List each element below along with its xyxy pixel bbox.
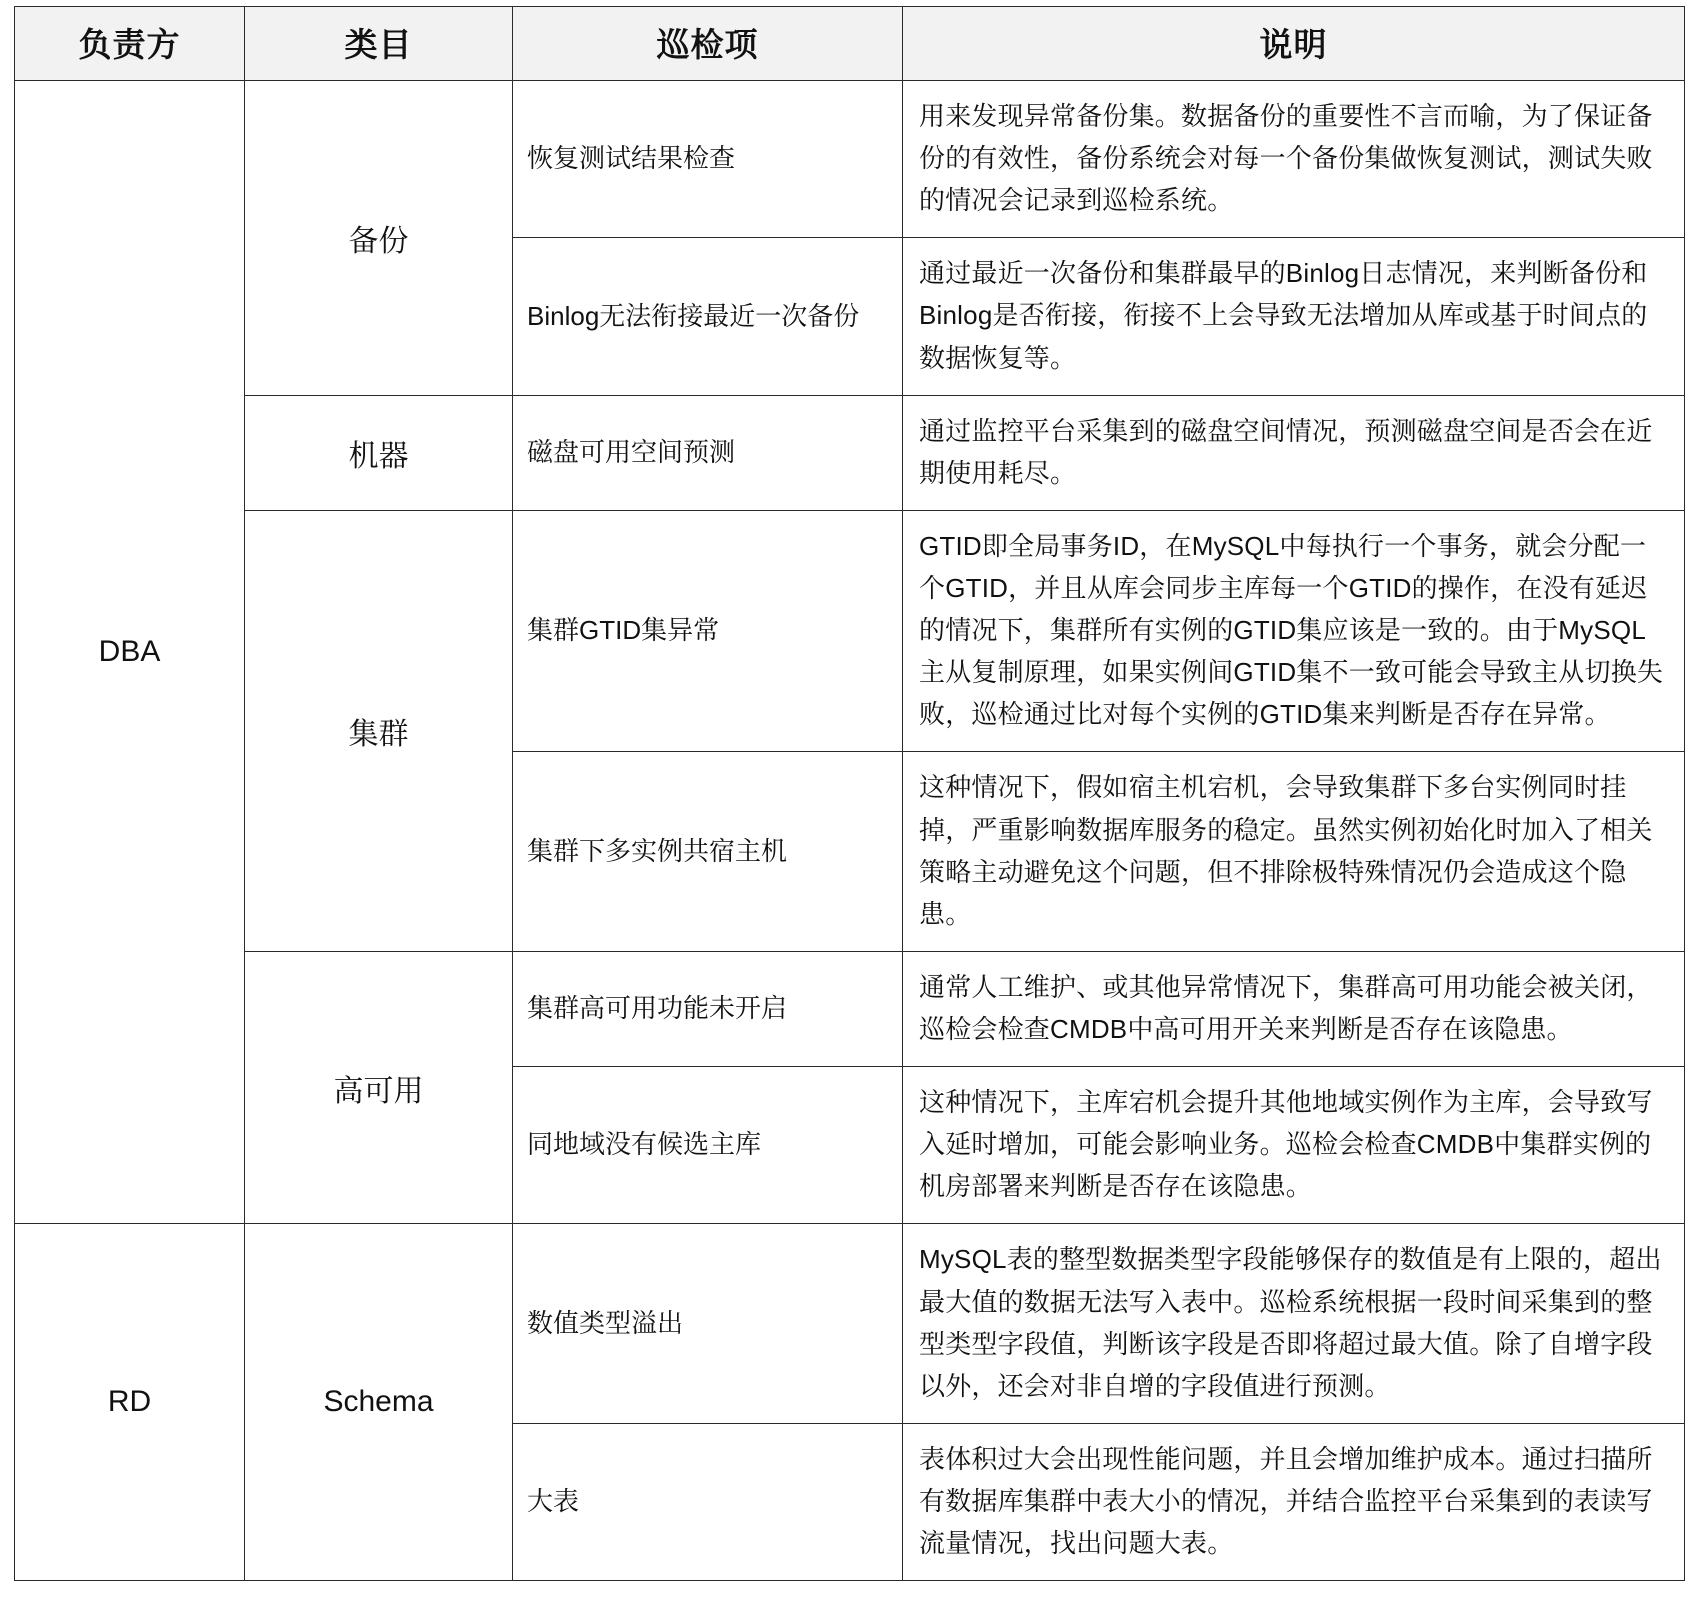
category-cell-backup: 备份: [245, 81, 513, 396]
description-cell: 用来发现异常备份集。数据备份的重要性不言而喻，为了保证备份的有效性，备份系统会对每一个备份集做恢复测试，测试失败的情况会记录到巡检系统。: [903, 81, 1685, 238]
inspection-item-cell: 集群GTID集异常: [513, 510, 903, 752]
inspection-item-cell: 同地域没有候选主库: [513, 1067, 903, 1224]
description-cell: 表体积过大会出现性能问题，并且会增加维护成本。通过扫描所有数据库集群中表大小的情况，并结合监控平台采集到的表读写流量情况，找出问题大表。: [903, 1423, 1685, 1580]
inspection-item-cell: 集群高可用功能未开启: [513, 951, 903, 1066]
inspection-item-cell: 大表: [513, 1423, 903, 1580]
description-cell: 这种情况下，假如宿主机宕机，会导致集群下多台实例同时挂掉，严重影响数据库服务的稳定。虽然实例初始化时加入了相关策略主动避免这个问题，但不排除极特殊情况仍会造成这个隐患。: [903, 752, 1685, 951]
table-row: [15, 510, 1685, 752]
category-cell-high-availability: 高可用: [245, 951, 513, 1224]
category-cell-schema: Schema: [245, 1224, 513, 1581]
table-header-row: [15, 7, 1685, 81]
column-header-owner: 负责方: [15, 7, 245, 81]
description-cell: 通常人工维护、或其他异常情况下，集群高可用功能会被关闭，巡检会检查CMDB中高可用开关来判断是否存在该隐患。: [903, 951, 1685, 1066]
owner-cell-dba: DBA: [15, 81, 245, 1224]
table-row: [15, 951, 1685, 1066]
description-cell: GTID即全局事务ID，在MySQL中每执行一个事务，就会分配一个GTID，并且从库会同步主库每一个GTID的操作，在没有延迟的情况下，集群所有实例的GTID集应该是一致的。由于MySQL主从复制原理，如果实例间GTID集不一致可能会导致主从切换失败，巡检通过比对每个实例的GTID集来判断是否存在异常。: [903, 510, 1685, 752]
description-cell: 通过监控平台采集到的磁盘空间情况，预测磁盘空间是否会在近期使用耗尽。: [903, 395, 1685, 510]
category-cell-machine: 机器: [245, 395, 513, 510]
description-cell: 这种情况下，主库宕机会提升其他地域实例作为主库，会导致写入延时增加，可能会影响业务。巡检会检查CMDB中集群实例的机房部署来判断是否存在该隐患。: [903, 1067, 1685, 1224]
column-header-description: 说明: [903, 7, 1685, 81]
description-cell: MySQL表的整型数据类型字段能够保存的数值是有上限的，超出最大值的数据无法写入表中。巡检系统根据一段时间采集到的整型类型字段值，判断该字段是否即将超过最大值。除了自增字段以外，还会对非自增的字段值进行预测。: [903, 1224, 1685, 1423]
inspection-item-cell: Binlog无法衔接最近一次备份: [513, 238, 903, 395]
column-header-inspection-item: 巡检项: [513, 7, 903, 81]
table-row: [15, 1224, 1685, 1423]
category-cell-cluster: 集群: [245, 510, 513, 951]
table-body: [15, 81, 1685, 1581]
description-cell: 通过最近一次备份和集群最早的Binlog日志情况，来判断备份和Binlog是否衔接，衔接不上会导致无法增加从库或基于时间点的数据恢复等。: [903, 238, 1685, 395]
table-row: [15, 81, 1685, 238]
inspection-items-table: [14, 6, 1685, 1581]
inspection-item-cell: 数值类型溢出: [513, 1224, 903, 1423]
inspection-item-cell: 恢复测试结果检查: [513, 81, 903, 238]
table-header: [15, 7, 1685, 81]
owner-cell-rd: RD: [15, 1224, 245, 1581]
column-header-category: 类目: [245, 7, 513, 81]
inspection-item-cell: 磁盘可用空间预测: [513, 395, 903, 510]
table-row: [15, 395, 1685, 510]
inspection-item-cell: 集群下多实例共宿主机: [513, 752, 903, 951]
